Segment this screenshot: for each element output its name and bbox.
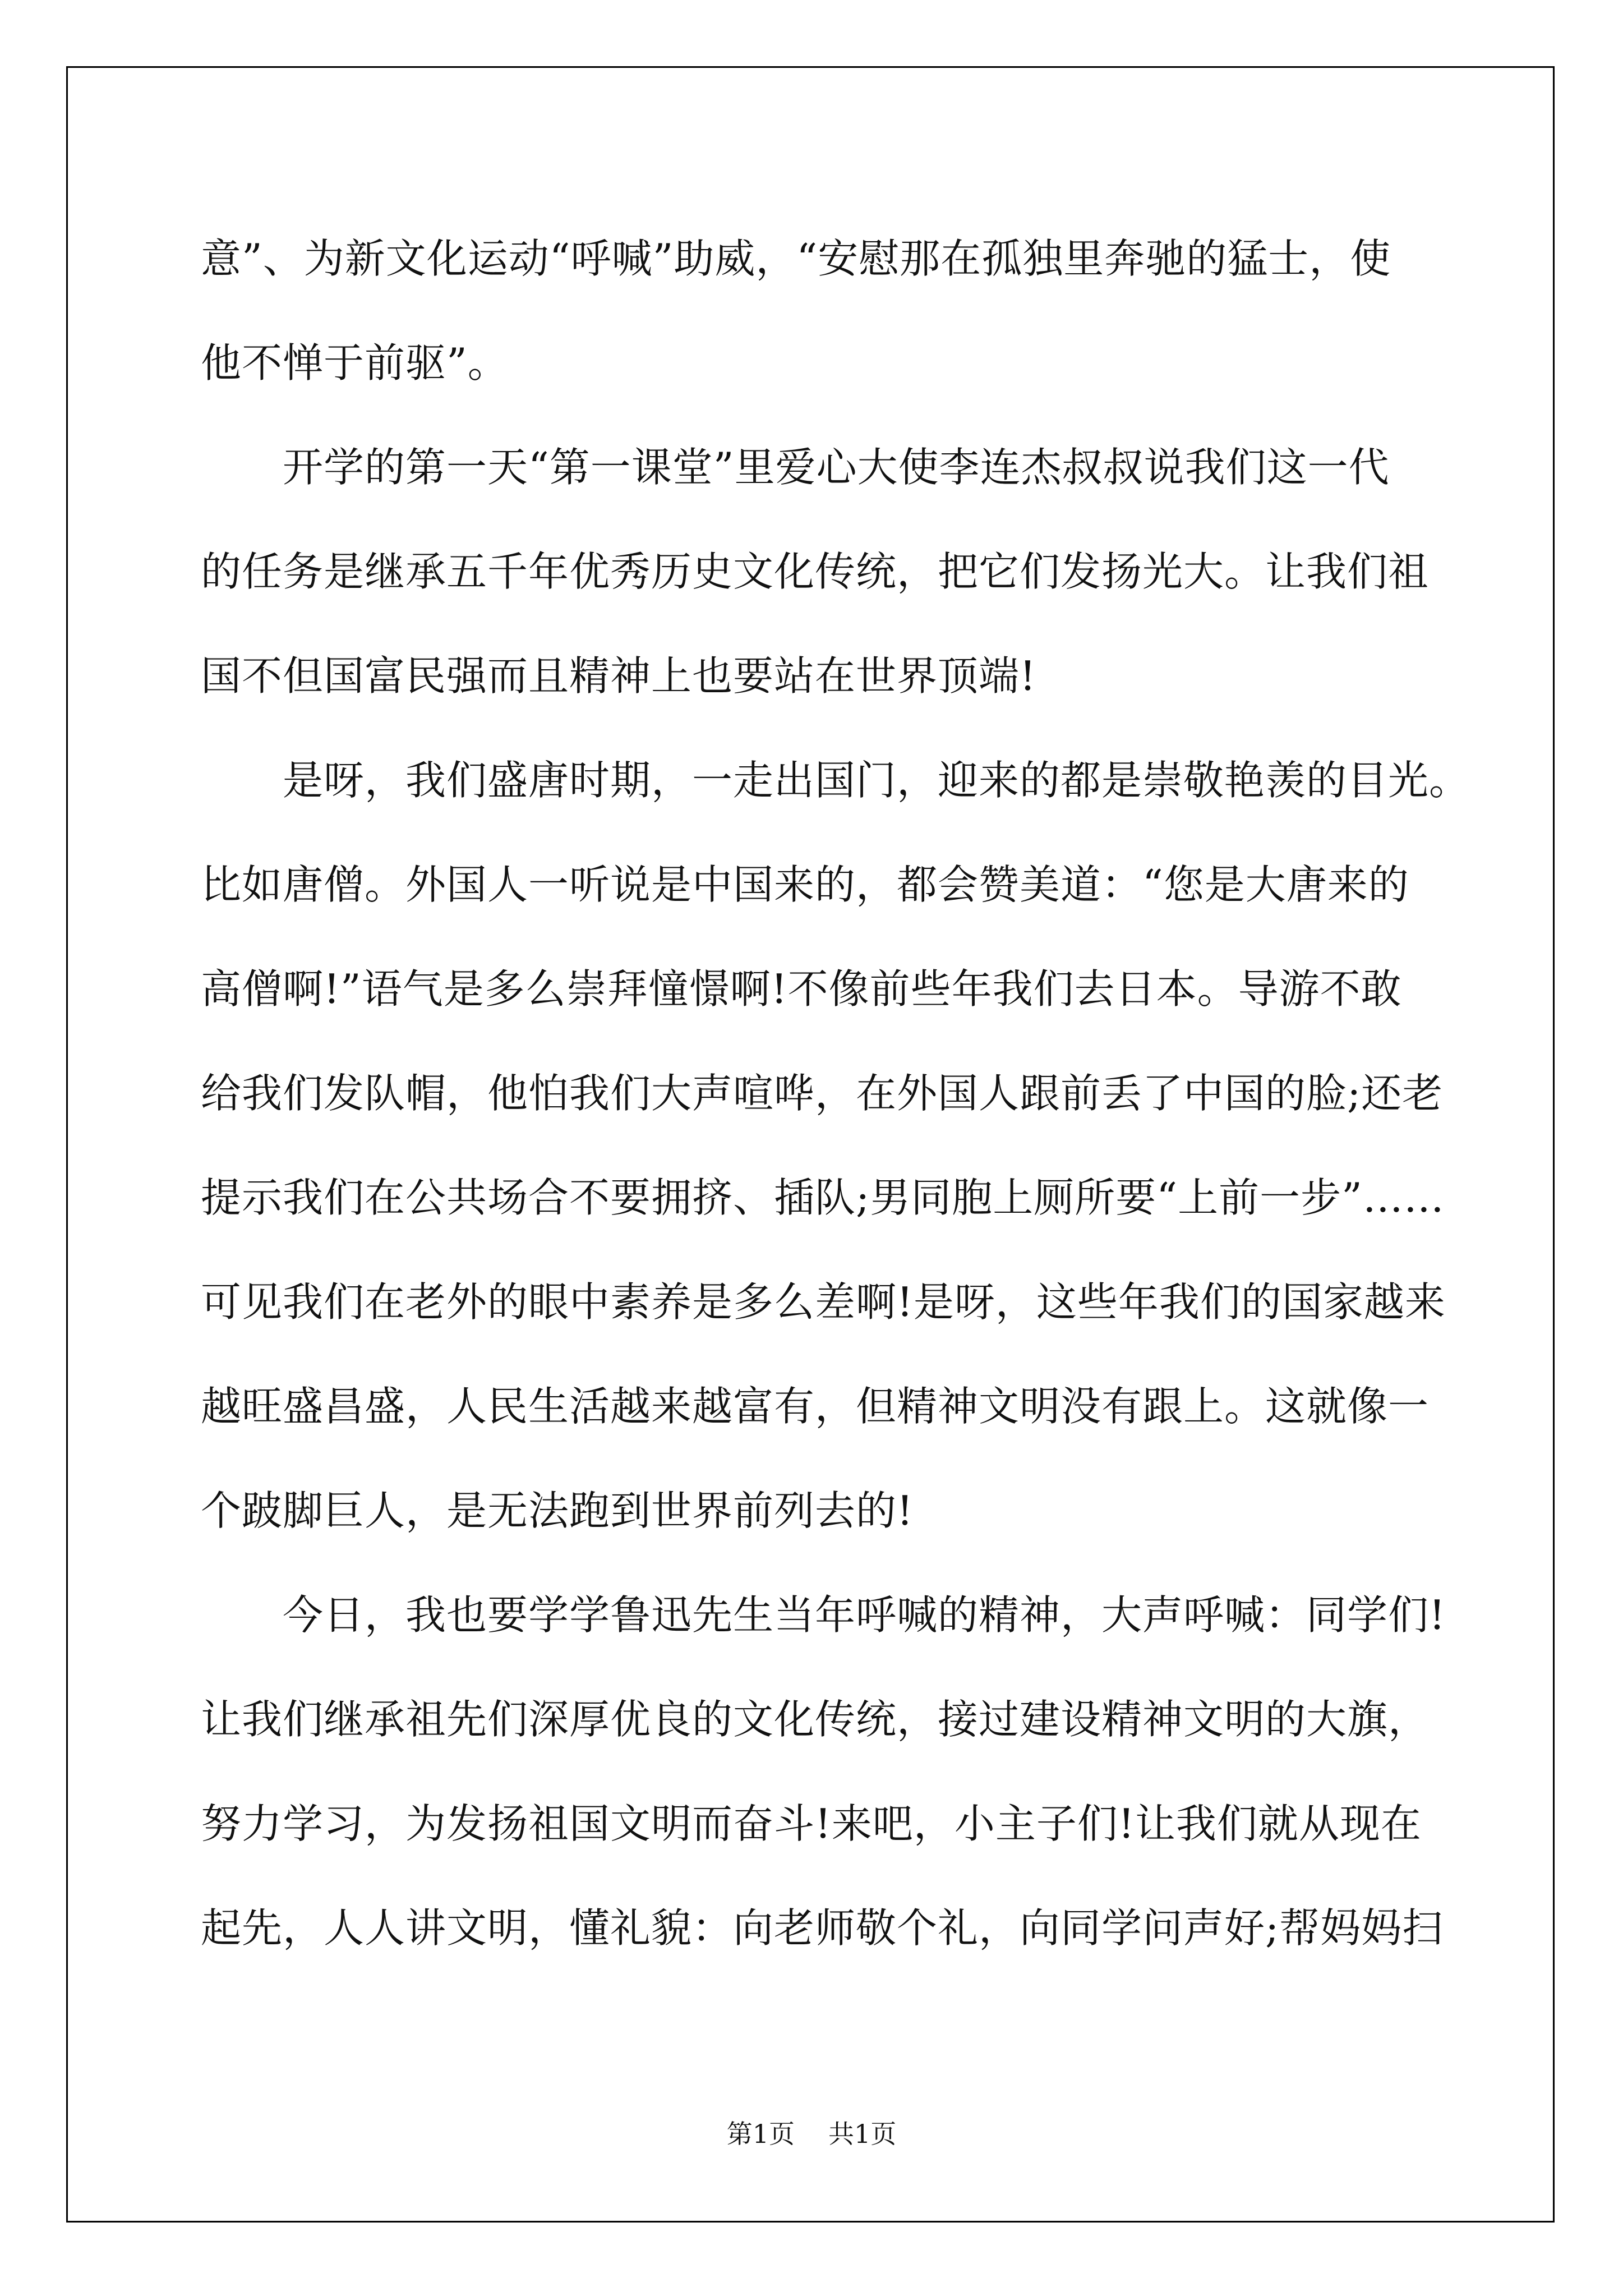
text-line: 起先，人人讲文明，懂礼貌：向老师敬个礼，向同学问声好;帮妈妈扫 — [201, 1904, 1444, 1952]
text-line: 高僧啊!”语气是多么崇拜憧憬啊!不像前些年我们去日本。导游不敢 — [201, 965, 1402, 1013]
text-line: 比如唐僧。外国人一听说是中国来的，都会赞美道：“您是大唐来的 — [201, 861, 1409, 908]
text-line: 今日，我也要学学鲁迅先生当年呼喊的精神，大声呼喊：同学们! — [201, 1591, 1446, 1639]
document-body — [201, 206, 1470, 1980]
text-line: 的任务是继承五千年优秀历史文化传统，把它们发扬光大。让我们祖 — [201, 548, 1430, 595]
page-footer — [0, 2114, 1623, 2151]
text-line: 可见我们在老外的眼中素养是多么差啊!是呀，这些年我们的国家越来 — [201, 1278, 1446, 1326]
text-line: 国不但国富民强而且精神上也要站在世界顶端! — [201, 652, 1036, 700]
text-line: 是呀，我们盛唐时期，一走出国门，迎来的都是崇敬艳羡的目光。 — [201, 757, 1470, 804]
text-line: 越旺盛昌盛，人民生活越来越富有，但精神文明没有跟上。这就像一 — [201, 1383, 1430, 1430]
text-line: 他不惮于前驱”。 — [201, 339, 509, 386]
page-number-current: 第1页 — [726, 2119, 795, 2149]
text-line: 让我们继承祖先们深厚优良的文化传统，接过建设精神文明的大旗， — [201, 1696, 1430, 1743]
text-line: 给我们发队帽，他怕我们大声喧哗，在外国人跟前丢了中国的脸;还老 — [201, 1070, 1444, 1117]
page-number-total: 共1页 — [828, 2119, 897, 2149]
text-line: 个跛脚巨人，是无法跑到世界前列去的! — [201, 1487, 914, 1534]
text-line: 开学的第一天“第一课堂”里爱心大使李连杰叔叔说我们这一代 — [201, 444, 1390, 491]
text-line: 意”、为新文化运动“呼喊”助威，“安慰那在孤独里奔驰的猛士，使 — [201, 235, 1391, 282]
text-line: 提示我们在公共场合不要拥挤、插队;男同胞上厕所要“上前一步”…… — [201, 1174, 1445, 1221]
text-line: 努力学习，为发扬祖国文明而奋斗!来吧，小主子们!让我们就从现在 — [201, 1800, 1422, 1847]
